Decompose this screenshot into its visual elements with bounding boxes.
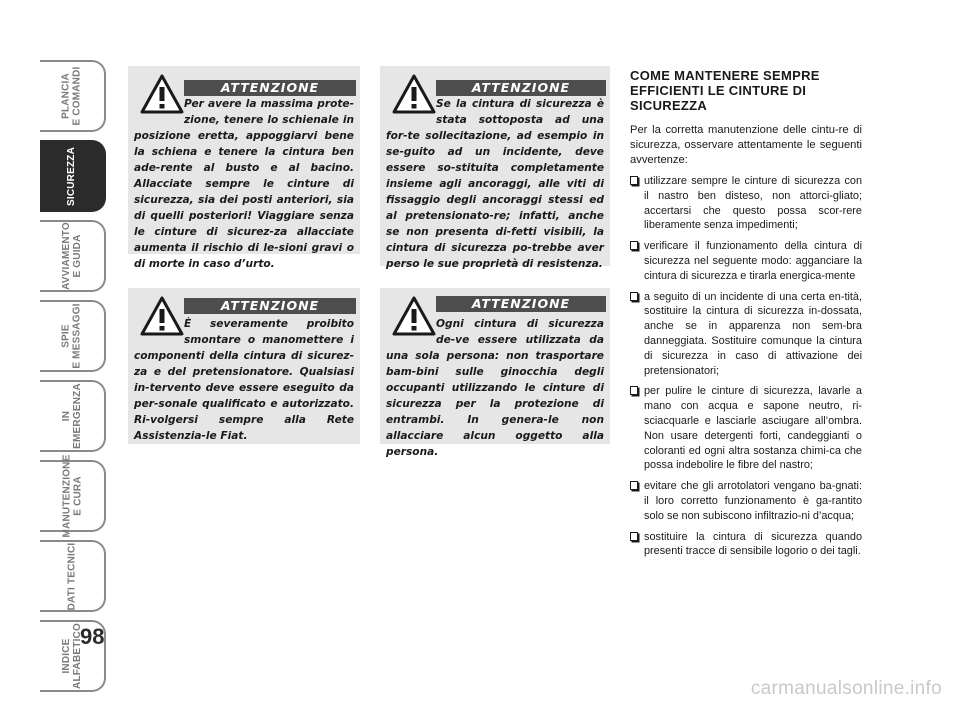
tab-label: INDICE ALFABETICO [61, 623, 84, 689]
list-item [630, 530, 862, 560]
warning-box [380, 66, 610, 270]
checkbox-bullet-icon [630, 241, 638, 250]
tab-label: AVVIAMENTO E GUIDA [61, 222, 83, 290]
tab-label: IN EMERGENZA [61, 383, 84, 449]
tab-sicurezza[interactable] [40, 140, 106, 212]
list-item-text: per pulire le cinture di sicurezza, lavarle a mano con acqua e sapone neutro, ri-sciacquarle e lasciarle asciugare all’ombra. Non usare detergenti forti, candeggianti o coloranti ed ogni altra sostanza chimi-ca che possa indebolire le fibre del nastro; [644, 385, 862, 472]
list-item-text: a seguito di un incidente di una certa en-tità, sostituire la cintura di sicurezza in-dossata, anche se in apparenza non sem-bra danneggiata. Sostituire comunque la cintura di sicurezza in caso di attivazione dei pretensionatori; [644, 290, 862, 377]
attention-banner: ATTENZIONE [436, 296, 606, 312]
list-item-text: verificare il funzionamento della cintura di sicurezza nel seguente modo: agganciare la cintura di sicurezza e tirarla energica-mente [644, 240, 862, 282]
warning-text: Ogni cintura di sicurezza de-ve essere utilizzata da una sola persona: non trasportare bam-bini sulle ginocchia degli occupanti utilizzando le cinture di sicurezza per la protezione di entrambi. In genera-le non allacciare alcun oggetto alla persona. [386, 318, 604, 458]
advice-list [620, 174, 862, 559]
warning-box [128, 288, 360, 444]
tab-in-emergenza[interactable] [40, 380, 106, 452]
checkbox-bullet-icon [630, 386, 638, 395]
section-intro: Per la corretta manutenzione delle cintu-re di sicurezza, osservare attentamente le seguenti avvertenze: [630, 124, 862, 166]
warning-box [128, 66, 360, 270]
warning-box [380, 288, 610, 458]
list-item-text: sostituire la cintura di sicurezza quando presenti tracce di sensibile logorio o dei tagli. [644, 530, 862, 558]
warning-text: È severamente proibito smontare o manomettere i componenti della cintura di sicurez-za e del pretensionatore. Qualsiasi in-tervento deve essere eseguito da per-sonale qualificato e autorizzato. Ri-volgersi sempre alla Rete Assistenzia-le Fiat. [134, 318, 354, 442]
list-item [630, 174, 862, 233]
warning-text: Se la cintura di sicurezza è stata sottoposta ad una for-te sollecitazione, ad esempio in se-guito ad un incidente, deve essere so-stituita completamente insieme agli ancoraggi, alle viti di fissaggio degli ancoraggi stessi ed al pretensionato-re; infatti, anche se non presenta di-fetti visibili, la cintura di sicurezza po-trebbe aver perso le sue proprietà di resistenza. [386, 98, 604, 270]
attention-banner: ATTENZIONE [436, 80, 606, 96]
tab-avviamento-e-guida[interactable] [40, 220, 106, 292]
list-item [630, 239, 862, 283]
tab-label: MANUTENZIONE E CURA [61, 454, 84, 538]
tab-label: SPIE E MESSAGGI [61, 303, 84, 369]
maintenance-section [620, 68, 862, 565]
tab-label: DATI TECNICI [66, 542, 78, 610]
attention-banner: ATTENZIONE [184, 80, 356, 96]
list-item [630, 384, 862, 473]
checkbox-bullet-icon [630, 481, 638, 490]
list-item-text: utilizzare sempre le cinture di sicurezza con il nastro ben disteso, non attorci-gliato; accertarsi che questo possa scor-rere liberamente senza impedimenti; [644, 175, 862, 232]
page-number: 98 [80, 624, 105, 649]
tab-label: SICUREZZA [66, 146, 78, 206]
section-title: COME MANTENERE SEMPRE EFFICIENTI LE CINTURE DI SICUREZZA [630, 68, 820, 113]
attention-banner: ATTENZIONE [184, 298, 356, 314]
tab-label: PLANCIA E COMANDI [61, 66, 83, 126]
checkbox-bullet-icon [630, 176, 638, 185]
tab-plancia-e-comandi[interactable] [40, 60, 106, 132]
list-item-text: evitare che gli arrotolatori vengano ba-gnati: il loro corretto funzionamento è ga-rantito solo se non subiscono infiltrazio-ni d’acqua; [644, 480, 862, 522]
checkbox-bullet-icon [630, 532, 638, 541]
list-item [630, 290, 862, 379]
checkbox-bullet-icon [630, 292, 638, 301]
tab-dati-tecnici[interactable] [40, 540, 106, 612]
watermark: carmanualsonline.info [750, 678, 942, 699]
warning-text: Per avere la massima prote-zione, tenere lo schienale in posizione eretta, appoggiarvi bene la schiena e tenere la cintura ben ade-rente al busto e al bacino. Allacciate sempre le cinture di sicurezza, sia dei posti anteriori, sia di quelli posteriori! Viaggiare senza le cinture di sicurez-za allacciate aumenta il rischio di le-sioni gravi o di morte in caso d’urto. [134, 98, 354, 270]
list-item [630, 479, 862, 523]
tab-manutenzione-e-cura[interactable] [40, 454, 106, 538]
tab-spie-e-messaggi[interactable] [40, 300, 106, 372]
